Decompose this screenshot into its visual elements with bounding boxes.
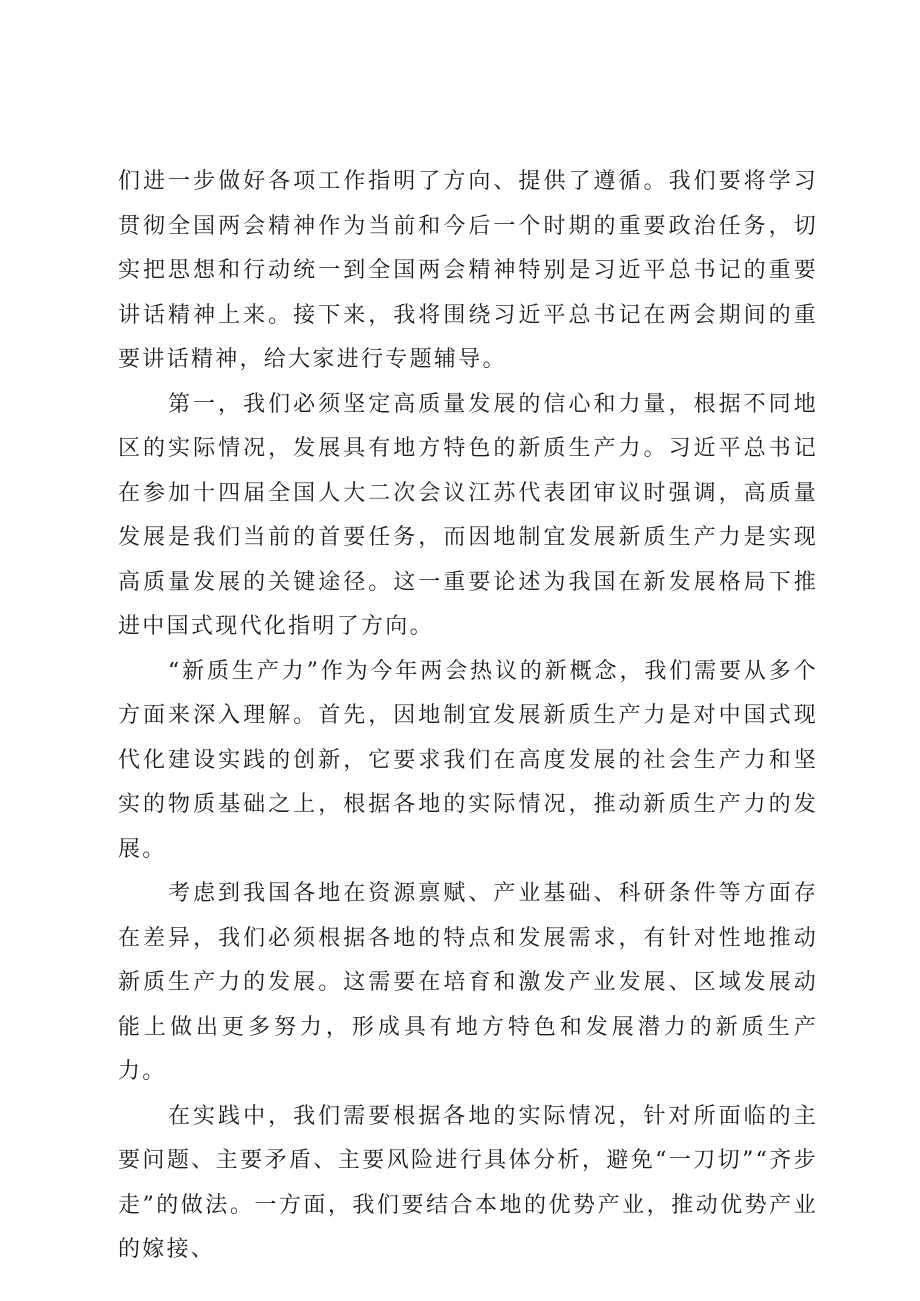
paragraph-1: 们进一步做好各项工作指明了方向、提供了遵循。我们要将学习贯彻全国两会精神作为当前和今后一个时期的重要政治任务，切实把思想和行动统一到全国两会精神特别是习近平总书记的重要讲话精神上来。接下来，我将围绕习近平总书记在两会期间的重要讲话精神，给大家进行专题辅导。	[118, 169, 818, 372]
paragraph-3: “新质生产力”作为今年两会热议的新概念，我们需要从多个方面来深入理解。首先，因地制宜发展新质生产力是对中国式现代化建设实践的创新，它要求我们在高度发展的社会生产力和坚实的物质基础之上，根据各地的实际情况，推动新质生产力的发展。	[118, 658, 818, 862]
paragraph-5: 在实践中，我们需要根据各地的实际情况，针对所面临的主要问题、主要矛盾、主要风险进行具体分析，避免“一刀切”“齐步走”的做法。一方面，我们要结合本地的优势产业，推动优势产业的嫁接、	[118, 1103, 818, 1262]
paragraph-2: 第一，我们必须坚定高质量发展的信心和力量，根据不同地区的实际情况，发展具有地方特色的新质生产力。习近平总书记在参加十四届全国人大二次会议江苏代表团审议时强调，高质量发展是我们当前的首要任务，而因地制宜发展新质生产力是实现高质量发展的关键途径。这一重要论述为我国在新发展格局下推进中国式现代化指明了方向。	[118, 391, 818, 639]
paragraph-4: 考虑到我国各地在资源禀赋、产业基础、科研条件等方面存在差异，我们必须根据各地的特点和发展需求，有针对性地推动新质生产力的发展。这需要在培育和激发产业发展、区域发展动能上做出更多努力，形成具有地方特色和发展潜力的新质生产力。	[118, 881, 818, 1084]
document-body	[118, 160, 818, 1273]
